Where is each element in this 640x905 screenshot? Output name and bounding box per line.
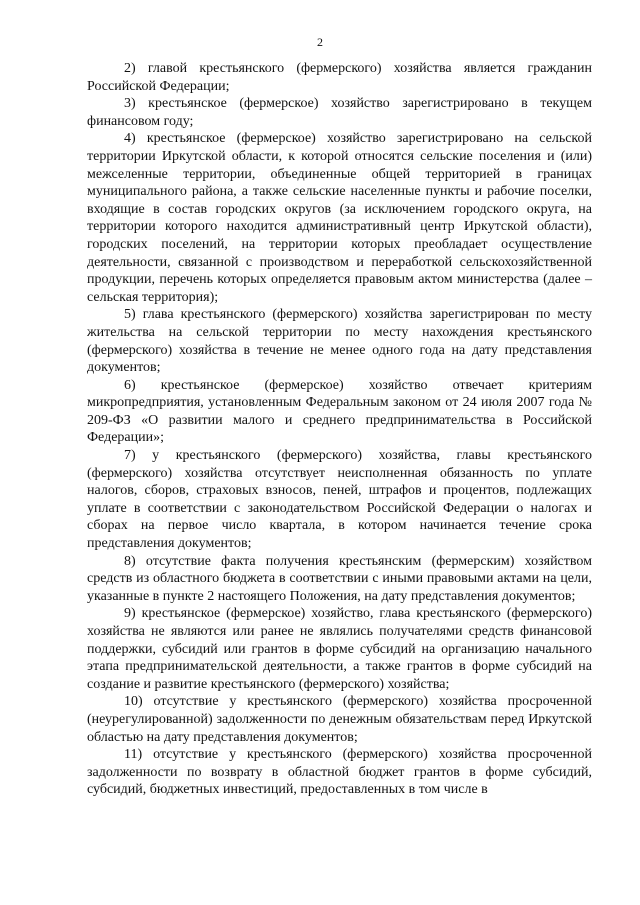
paragraph-item-6: 6) крестьянское (фермерское) хозяйство отвечает критериям микропредприятия, установленным Федеральным законом от 24 июля 2007 года № 209-ФЗ «О развитии малого и среднего предпринимательства в Российской Федерации»; — [87, 377, 592, 446]
page-number: 2 — [317, 35, 323, 49]
paragraph-item-4: 4) крестьянское (фермерское) хозяйство зарегистрировано на сельской территории Иркутской области, к которой относятся сельские поселения и (или) межселенные территории, объединенные общей территорией в границах муниципального района, а также сельские населенные пункты и рабочие поселки, входящие в состав городских округов (за исключением городского округа, на территории которого находится административный центр Иркутской области), городских поселений, на территории которых преобладает осуществление деятельности, связанной с производством и переработкой сельскохозяйственной продукции, перечень которых определяется правовым актом министерства (далее – сельская территория); — [87, 131, 592, 305]
paragraph-item-2: 2) главой крестьянского (фермерского) хозяйства является гражданин Российской Федерации; — [87, 61, 592, 94]
paragraph-item-8: 8) отсутствие факта получения крестьянским (фермерским) хозяйством средств из областного бюджета в соответствии с иными правовыми актами на цели, указанные в пункте 2 настоящего Положения, на дату представления документов; — [87, 553, 592, 604]
paragraph-item-7: 7) у крестьянского (фермерского) хозяйства, главы крестьянского (фермерского) хозяйства отсутствует неисполненная обязанность по уплате налогов, сборов, страховых взносов, пеней, штрафов и процентов, подлежащих уплате в соответствии с законодательством Российской Федерации о налогах и сборах на первое число квартала, в котором начинается течение срока представления документов; — [87, 448, 592, 552]
paragraph-item-3: 3) крестьянское (фермерское) хозяйство зарегистрировано в текущем финансовом году; — [87, 96, 592, 129]
paragraph-item-11: 11) отсутствие у крестьянского (фермерского) хозяйства просроченной задолженности по возврату в областной бюджет грантов в форме субсидий, субсидий, бюджетных инвестиций, предоставленных в том числе в — [87, 747, 592, 798]
paragraph-item-10: 10) отсутствие у крестьянского (фермерского) хозяйства просроченной (неурегулированной) задолженности по денежным обязательствам перед Иркутской областью на дату представления документов; — [87, 694, 592, 745]
document-body — [87, 60, 592, 799]
paragraph-item-9: 9) крестьянское (фермерское) хозяйство, глава крестьянского (фермерского) хозяйства не являются или ранее не являлись получателями средств финансовой поддержки, субсидий или грантов в форме субсидий на организацию начального этапа предпринимательской деятельности, а также грантов в форме субсидий на создание и развитие крестьянского (фермерского) хозяйства; — [87, 606, 592, 692]
paragraph-item-5: 5) глава крестьянского (фермерского) хозяйства зарегистрирован по месту жительства на сельской территории по месту нахождения крестьянского (фермерского) хозяйства в течение не менее одного года на дату представления документов; — [87, 307, 592, 376]
